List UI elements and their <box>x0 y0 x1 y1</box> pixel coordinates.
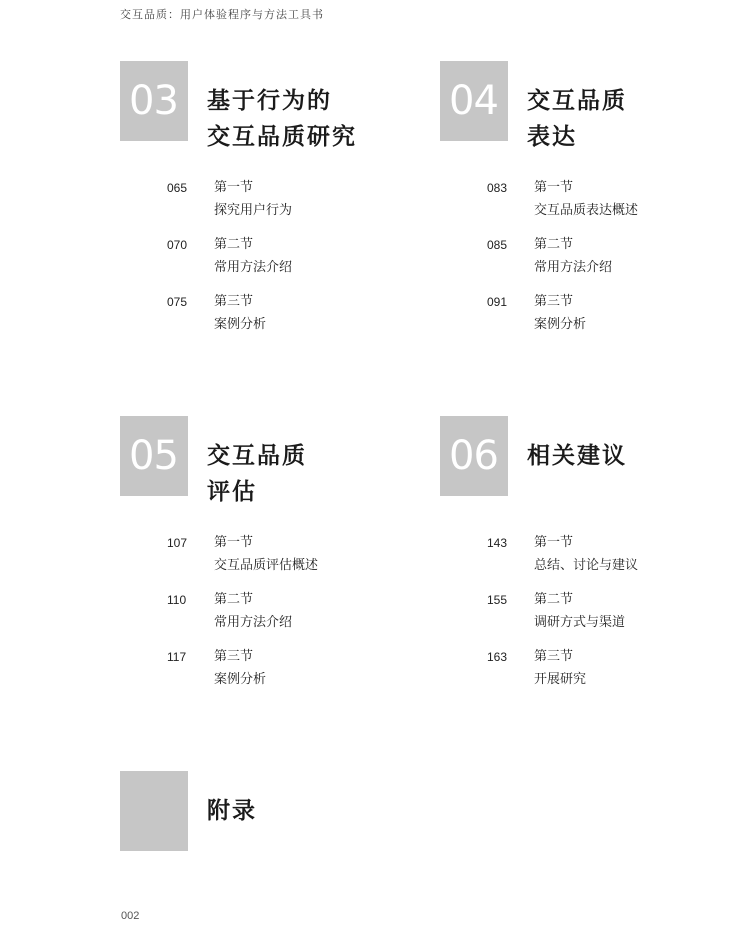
chapter-number-box <box>120 416 188 496</box>
page-number: 070 <box>167 238 188 252</box>
chapter-title <box>207 438 307 510</box>
toc-entry[interactable] <box>487 591 707 648</box>
chapter-block-05 <box>120 416 380 696</box>
chapter-number: 04 <box>449 78 498 124</box>
chapter-number-box <box>120 61 188 141</box>
section-heading: 第三节 <box>534 294 574 309</box>
appendix-block[interactable] <box>120 771 380 861</box>
chapter-title <box>527 83 627 155</box>
section-heading: 第三节 <box>534 649 574 664</box>
page-number: 117 <box>167 650 187 664</box>
page-number: 091 <box>487 295 508 309</box>
toc-entry[interactable] <box>487 293 707 350</box>
section-list <box>167 179 387 350</box>
chapter-number-box <box>440 61 508 141</box>
page-number: 085 <box>487 238 508 252</box>
toc-entry[interactable] <box>487 179 707 236</box>
chapter-title-line: 相关建议 <box>527 443 627 469</box>
chapter-number: 05 <box>129 433 178 479</box>
chapter-block-06 <box>440 416 700 696</box>
toc-entry[interactable] <box>167 293 387 350</box>
chapter-number: 06 <box>449 433 498 479</box>
section-heading: 第二节 <box>214 237 254 252</box>
section-heading: 第二节 <box>534 237 574 252</box>
page-number-footer: 002 <box>121 910 140 922</box>
chapter-title-line: 附录 <box>207 798 257 824</box>
page-number: 163 <box>487 650 508 664</box>
running-header: 交互品质：用户体验程序与方法工具书 <box>120 8 324 21</box>
section-heading: 第二节 <box>214 592 254 607</box>
toc-entry[interactable] <box>167 179 387 236</box>
chapter-title-line: 评估 <box>207 479 257 505</box>
appendix-title <box>207 793 257 829</box>
chapter-title <box>207 83 357 155</box>
section-name: 交互品质表达概述 <box>534 203 639 218</box>
section-heading: 第一节 <box>534 180 574 195</box>
chapter-block-04 <box>440 61 700 341</box>
chapter-block-03 <box>120 61 380 341</box>
toc-entry[interactable] <box>487 648 707 705</box>
section-name: 开展研究 <box>534 672 587 687</box>
toc-entry[interactable] <box>167 591 387 648</box>
section-heading: 第一节 <box>214 535 254 550</box>
chapter-title-line: 交互品质 <box>527 88 627 114</box>
page-number: 107 <box>167 536 188 550</box>
chapter-title-line: 交互品质研究 <box>207 124 357 150</box>
toc-entry[interactable] <box>167 648 387 705</box>
chapter-title-line: 基于行为的 <box>207 88 332 114</box>
page-number: 143 <box>487 536 508 550</box>
section-name: 总结、讨论与建议 <box>534 558 639 573</box>
section-name: 案例分析 <box>214 317 267 332</box>
section-heading: 第三节 <box>214 649 254 664</box>
section-name: 常用方法介绍 <box>214 260 293 275</box>
page-number: 083 <box>487 181 508 195</box>
toc-entry[interactable] <box>167 534 387 591</box>
chapter-number-box <box>440 416 508 496</box>
chapter-title-line: 交互品质 <box>207 443 307 469</box>
section-heading: 第一节 <box>214 180 254 195</box>
chapter-title <box>527 438 627 474</box>
section-heading: 第三节 <box>214 294 254 309</box>
page-number: 110 <box>167 593 187 607</box>
page-number: 065 <box>167 181 188 195</box>
section-list <box>167 534 387 705</box>
section-name: 调研方式与渠道 <box>534 615 626 630</box>
toc-entry[interactable] <box>487 236 707 293</box>
section-name: 常用方法介绍 <box>534 260 613 275</box>
chapter-title-line: 表达 <box>527 124 577 150</box>
section-name: 常用方法介绍 <box>214 615 293 630</box>
section-list <box>487 534 707 705</box>
section-name: 案例分析 <box>214 672 267 687</box>
page-number: 075 <box>167 295 188 309</box>
toc-entry[interactable] <box>167 236 387 293</box>
toc-entry[interactable] <box>487 534 707 591</box>
section-name: 交互品质评估概述 <box>214 558 319 573</box>
chapter-number: 03 <box>129 78 178 124</box>
section-heading: 第二节 <box>534 592 574 607</box>
section-name: 案例分析 <box>534 317 587 332</box>
appendix-box <box>120 771 188 851</box>
section-heading: 第一节 <box>534 535 574 550</box>
section-name: 探究用户行为 <box>214 203 293 218</box>
page-number: 155 <box>487 593 508 607</box>
section-list <box>487 179 707 350</box>
